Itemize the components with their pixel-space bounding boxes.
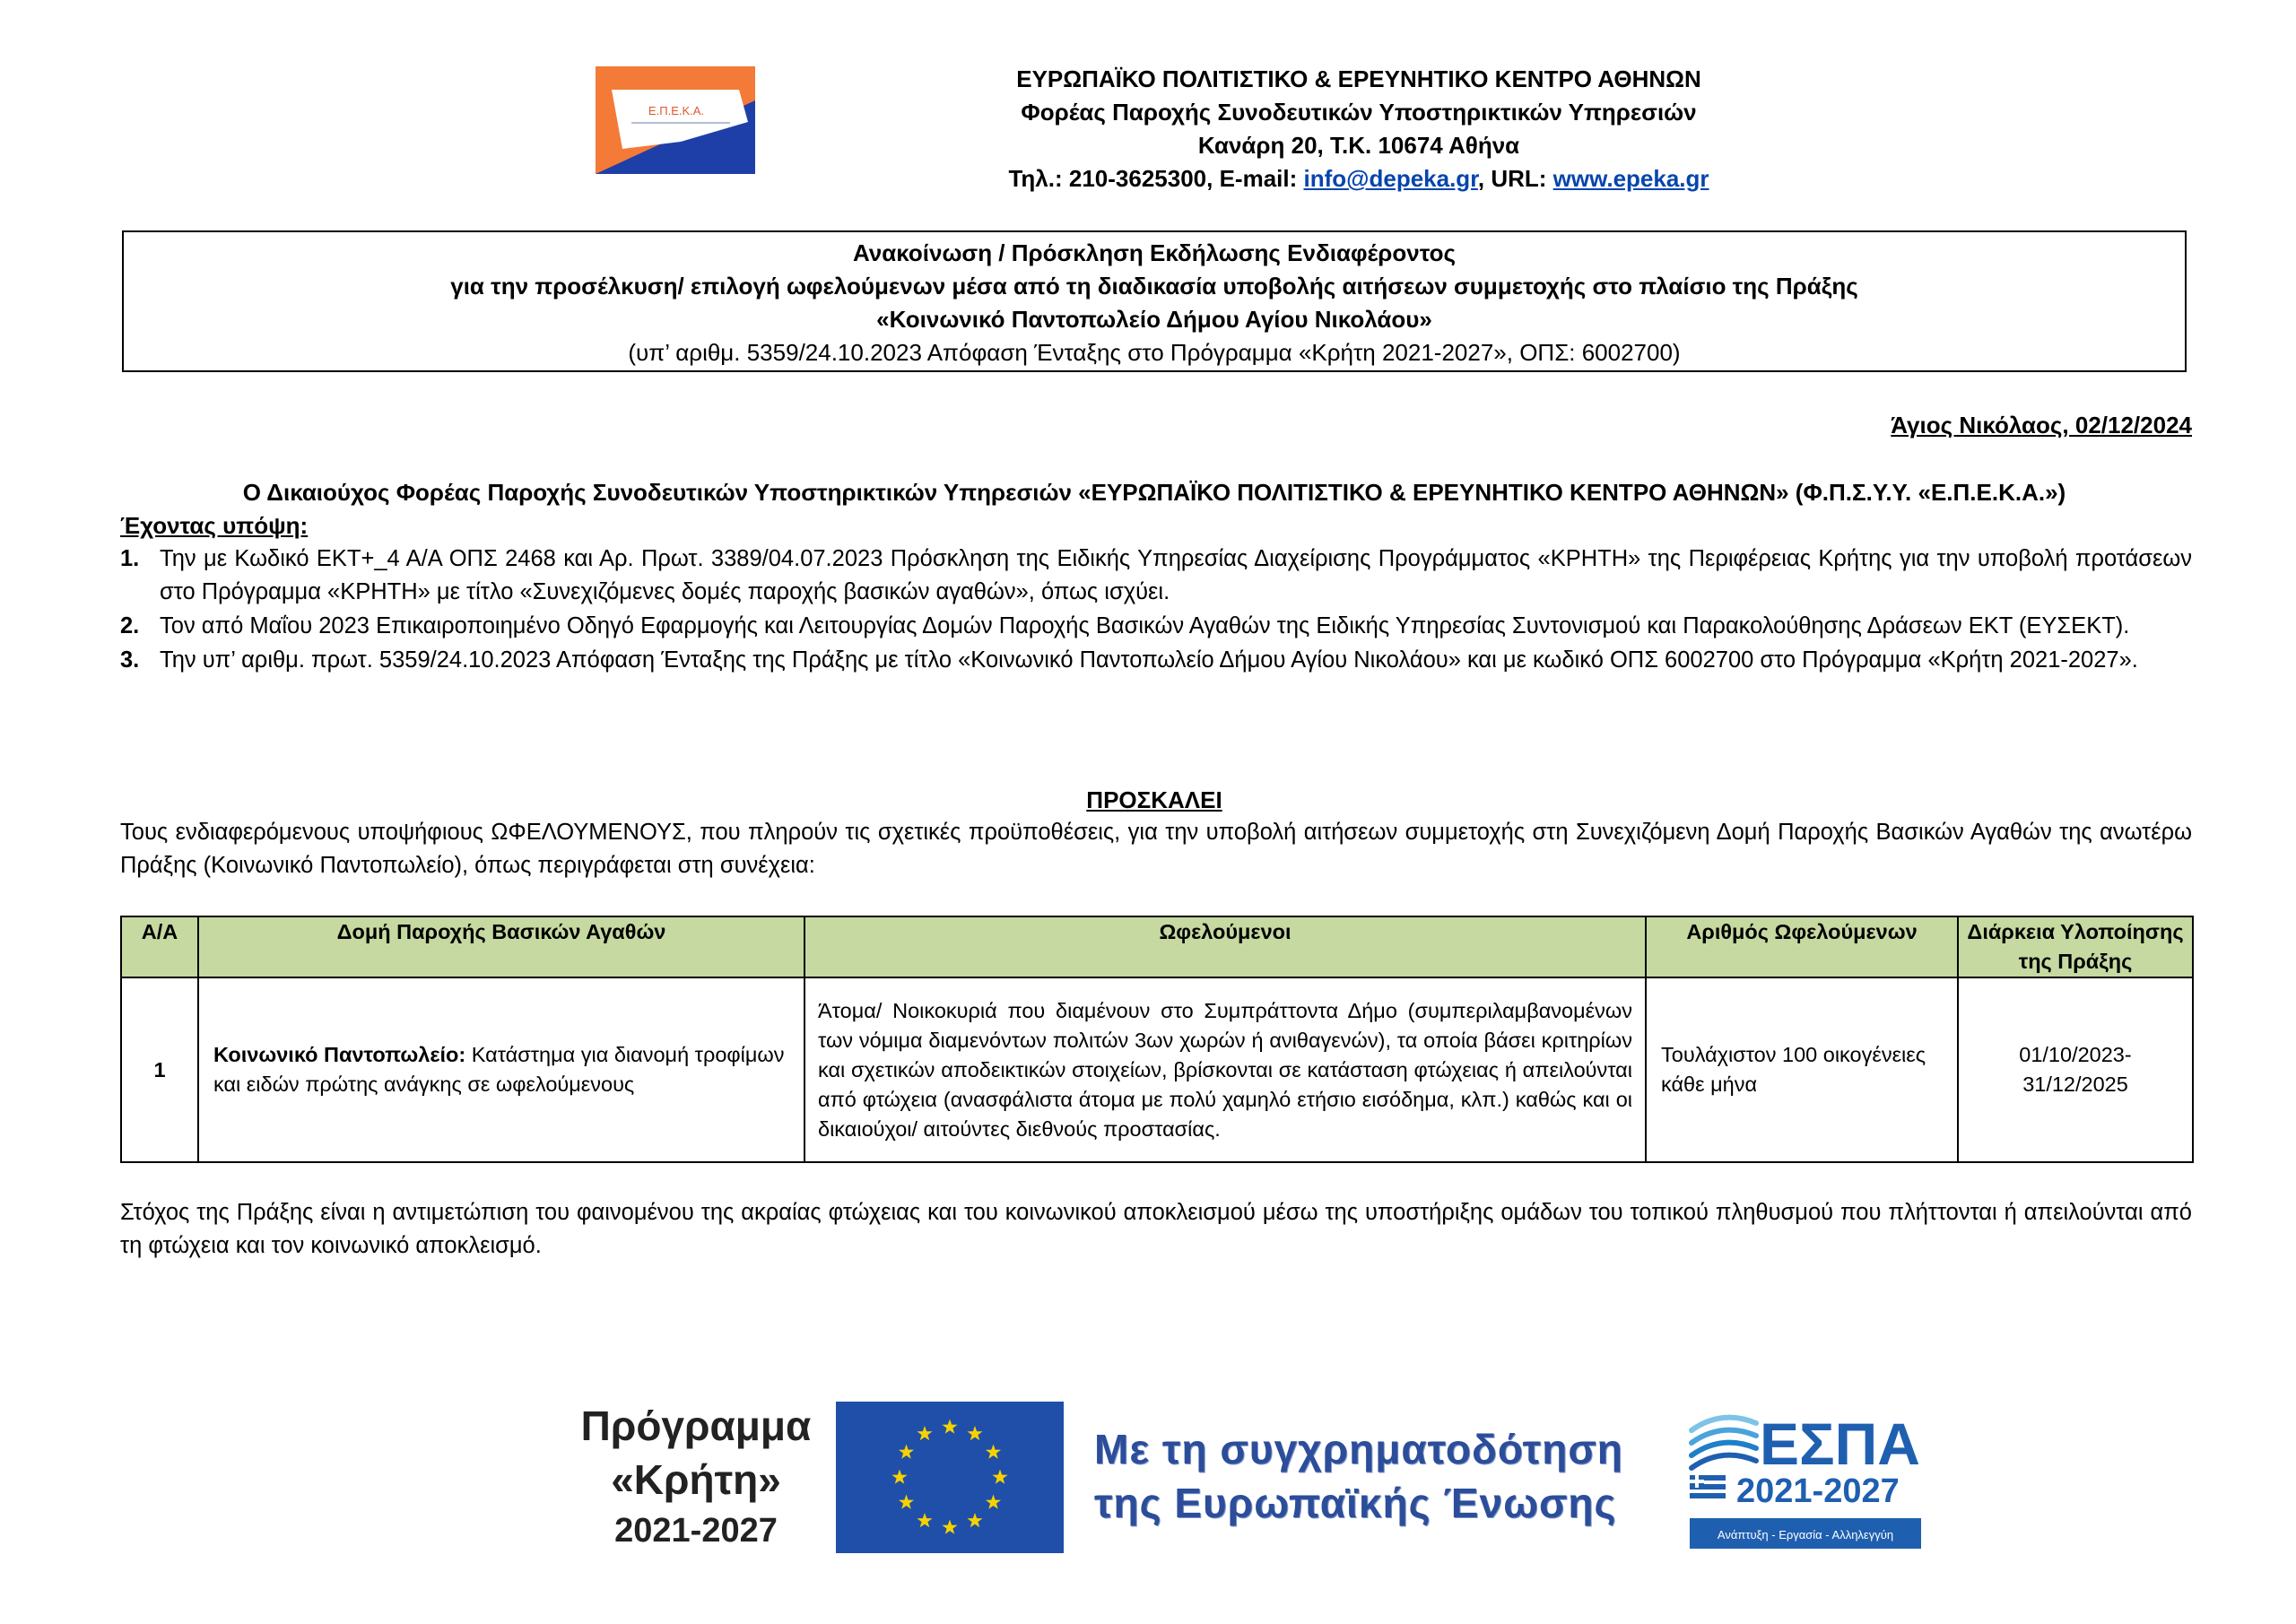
structure-description: Κατάστημα για διανομή τροφίμων και ειδών πρώτης ανάγκης σε ωφελούμενους	[213, 1043, 785, 1096]
col-header-beneficiaries: Ωφελούμενοι	[804, 916, 1646, 977]
beneficiaries-table	[120, 916, 2194, 1163]
org-address: Κανάρη 20, Τ.Κ. 10674 Αθήνα	[1197, 132, 1520, 159]
cell-aa: 1	[121, 977, 198, 1162]
list-item-text: Την με Κωδικό ΕΚΤ+_4 Α/Α ΟΠΣ 2468 και Αρ. Πρωτ. 3389/04.07.2023 Πρόσκληση της Ειδικής Υπηρεσίας Διαχείρισης Προγράμματος «ΚΡΗΤΗ» της Περιφέρειας Κρήτης για την υποβολή προτάσεων στο Πρόγραμμα «ΚΡΗΤΗ» με τίτλο «Συνεχιζόμενες δομές παροχής βασικών αγαθών», όπως ισχύει.	[160, 546, 2192, 604]
invite-paragraph: Τους ενδιαφερόμενους υποψήφιους ΩΦΕΛΟΥΜΕΝΟΥΣ, που πληρούν τις σχετικές προϋποθέσεις, για την υποβολή αιτήσεων συμμετοχής στη Συνεχιζόμενη Δομή Παροχής Βασικών Αγαθών της ανωτέρω Πράξης (Κοινωνικό Παντοπωλείο), όπως περιγράφεται στη συνέχεια:	[120, 820, 2192, 878]
col-header-count: Αριθμός Ωφελούμενων	[1646, 916, 1958, 977]
duration-end: 31/12/2025	[2022, 1073, 2128, 1096]
program-line-2: «Κρήτη»	[611, 1456, 781, 1503]
program-line-1: Πρόγραμμα	[580, 1403, 812, 1449]
cell-structure	[198, 977, 804, 1162]
place-date: Άγιος Νικόλαος, 02/12/2024	[1891, 412, 2192, 439]
list-item-text: Την υπ’ αριθμ. πρωτ. 5359/24.10.2023 Απόφαση Ένταξης της Πράξης με τίτλο «Κοινωνικό Παντοπωλείο Δήμου Αγίου Νικολάου» και με κωδικό ΟΠΣ 6002700 στο Πρόγραμμα «Κρήτη 2021-2027».	[160, 647, 2138, 673]
structure-name: Κοινωνικό Παντοπωλείο:	[213, 1043, 466, 1066]
list-item-number: 2.	[120, 613, 140, 638]
col-header-structure: Δομή Παροχής Βασικών Αγαθών	[198, 916, 804, 977]
cofund-line-2: της Ευρωπαϊκής Ένωσης	[1094, 1480, 1617, 1526]
contact-prefix: Τηλ.: 210-3625300, E-mail:	[1008, 165, 1304, 192]
table-header-row	[121, 916, 2193, 977]
organization-header	[897, 63, 1821, 195]
duration-start: 01/10/2023-	[2019, 1043, 2132, 1066]
title-line-4: (υπ’ αριθμ. 5359/24.10.2023 Απόφαση Ένταξης στο Πρόγραμμα «Κρήτη 2021-2027», ΟΠΣ: 6002700)	[628, 339, 1681, 366]
considerations-list	[120, 543, 2192, 678]
list-item-number: 1.	[120, 546, 140, 571]
cell-count: Τουλάχιστον 100 οικογένειες κάθε μήνα	[1646, 977, 1958, 1162]
list-item	[120, 644, 2192, 677]
epeka-logo	[596, 66, 755, 174]
col-header-duration: Διάρκεια Υλοποίησης της Πράξης	[1958, 916, 2193, 977]
email-link[interactable]: info@depeka.gr	[1303, 165, 1478, 192]
invite-heading: ΠΡΟΣΚΑΛΕΙ	[1086, 786, 1222, 813]
url-prefix: , URL:	[1477, 165, 1553, 192]
list-item-number: 3.	[120, 647, 140, 673]
list-item-text: Τον από Μαΐου 2023 Επικαιροποιημένο Οδηγό Εφαρμογής και Λειτουργίας Δομών Παροχής Βασικών Αγαθών της Ειδικής Υπηρεσίας Συντονισμού και Παρακολούθησης Δράσεων ΕΚΤ (ΕΥΣΕΚΤ).	[160, 613, 2130, 638]
considering-heading: Έχοντας υπόψη:	[120, 512, 309, 539]
title-line-1: Ανακοίνωση / Πρόσκληση Εκδήλωσης Ενδιαφέροντος	[853, 239, 1456, 266]
goal-paragraph: Στόχος της Πράξης είναι η αντιμετώπιση του φαινομένου της ακραίας φτώχειας και του κοινωνικού αποκλεισμού μέσω της υποστήριξης ομάδων του τοπικού πληθυσμού που πλήττονται ή απειλούνται από τη φτώχεια και τον κοινωνικό αποκλεισμό.	[120, 1200, 2192, 1258]
eu-flag-icon	[836, 1402, 1064, 1553]
col-header-aa: Α/Α	[121, 916, 198, 977]
cell-beneficiaries: Άτομα/ Νοικοκυριά που διαμένουν στο Συμπράττοντα Δήμο (συμπεριλαμβανομένων των νόμιμα διαμενόντων πολιτών 3ων χωρών ή ανιθαγενών), τα οποία βάσει κριτηρίων και σχετικών αποδεικτικών στοιχείων, βρίσκονται σε κατάσταση φτώχειας ή απειλούνται από φτώχεια (ανασφάλιστα άτομα με πολύ χαμηλό ετήσιο εισόδημα, κλπ.) καθώς και οι δικαιούχοι/ αιτούντες διεθνούς προστασίας.	[804, 977, 1646, 1162]
cofund-line-1: Με τη συγχρηματοδότηση	[1094, 1426, 1623, 1472]
title-line-2: για την προσέλκυση/ επιλογή ωφελούμενων μέσα από τη διαδικασία υποβολής αιτήσεων συμμετοχής στο πλαίσιο της Πράξης	[450, 273, 1858, 300]
eu-cofunding-text	[1094, 1422, 1632, 1530]
program-line-3: 2021-2027	[614, 1512, 778, 1550]
org-subtitle: Φορέας Παροχής Συνοδευτικών Υποστηρικτικών Υπηρεσιών	[1021, 99, 1697, 126]
espa-tagline: Ανάπτυξη - Εργασία - Αλληλεγγύη	[1717, 1528, 1894, 1541]
announcement-title-box	[122, 230, 2187, 372]
title-line-3: «Κοινωνικό Παντοπωλείο Δήμου Αγίου Νικολάου»	[876, 306, 1432, 333]
logo-text: Ε.Π.Ε.Κ.Α.	[648, 104, 705, 117]
espa-logo	[1686, 1403, 1925, 1556]
org-contact	[897, 162, 1821, 195]
table-row	[121, 977, 2193, 1162]
list-item	[120, 610, 2192, 643]
program-label	[570, 1399, 822, 1555]
list-item	[120, 543, 2192, 609]
cell-duration	[1958, 977, 2193, 1162]
org-name: ΕΥΡΩΠΑΪΚΟ ΠΟΛΙΤΙΣΤΙΚΟ & ΕΡΕΥΝΗΤΙΚΟ ΚΕΝΤΡΟ ΑΘΗΝΩΝ	[1016, 65, 1701, 92]
espa-years: 2021-2027	[1736, 1472, 1900, 1510]
website-link[interactable]: www.epeka.gr	[1552, 165, 1709, 192]
espa-title: ΕΣΠΑ	[1760, 1411, 1920, 1477]
beneficiary-intro: Ο Δικαιούχος Φορέας Παροχής Συνοδευτικών Υποστηρικτικών Υπηρεσιών «ΕΥΡΩΠΑΪΚΟ ΠΟΛΙΤΙΣΤΙΚΟ & ΕΡΕΥΝΗΤΙΚΟ ΚΕΝΤΡΟ ΑΘΗΝΩΝ» (Φ.Π.Σ.Υ.Υ. «Ε.Π.Ε.Κ.Α.»)	[242, 479, 2066, 506]
